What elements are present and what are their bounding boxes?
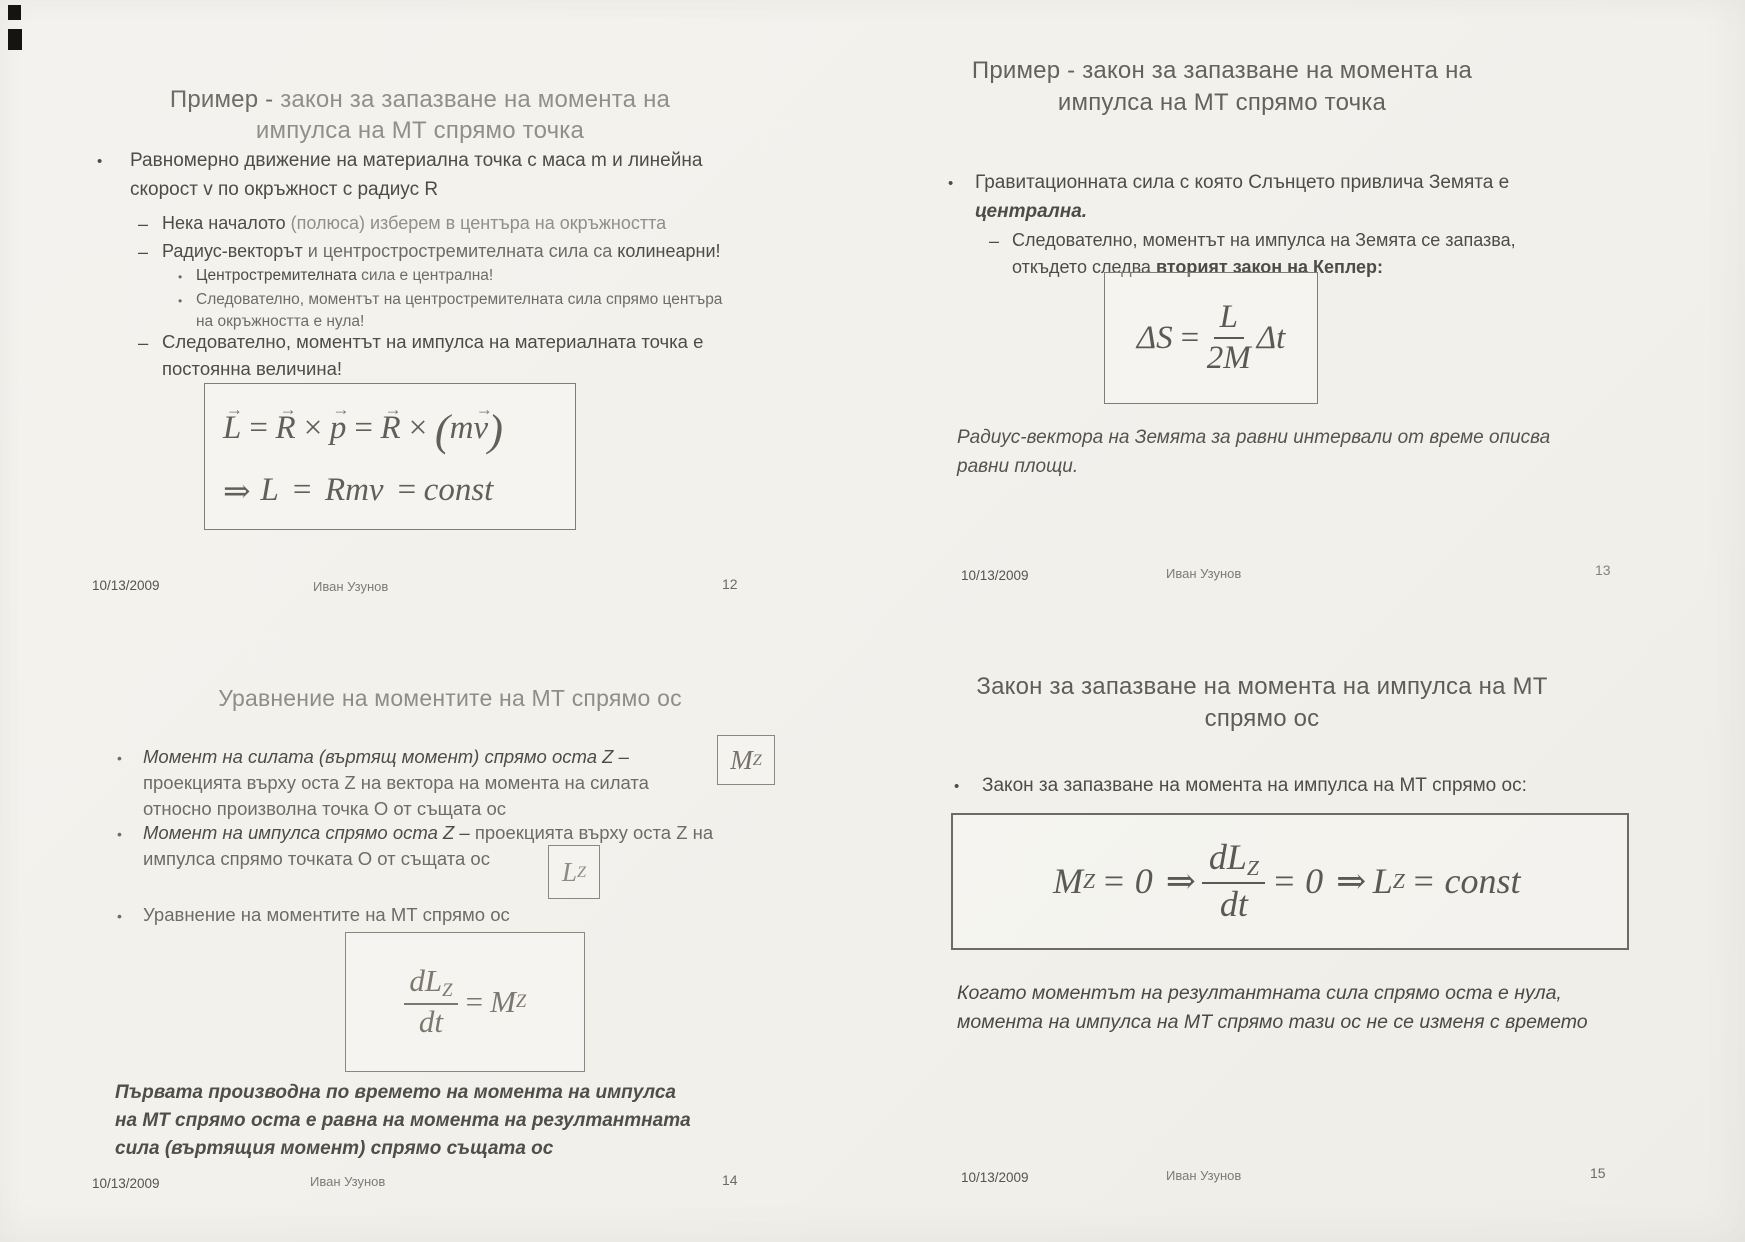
- formula-box-kepler: [1104, 272, 1318, 404]
- dash-marker: –: [989, 231, 1000, 251]
- note-text: Радиус-вектора на Земята за равни интервали от време описва равни площи.: [957, 427, 1551, 477]
- kepler-formula: ΔS = $\frac{L}{2M}$ Δt: [1136, 299, 1286, 376]
- bullet-item: • Момент на импулса спрямо оста Z – проекцията върху оста Z на импулса спрямо точката О от същата ос: [117, 822, 714, 869]
- bullet-item: – Следователно, моментът на импулса на Земята се запазва, откъдето следва вторият закон на Кеплер:: [989, 230, 1516, 277]
- footer-date: 10/13/2009: [961, 568, 1029, 583]
- slide-title: Пример - закон за запазване на момента на импулса на МТ спрямо точка: [971, 57, 1473, 116]
- moment-equation: $\frac{dL_Z}{dt}$ = M Z: [346, 965, 584, 1039]
- bullet-item: – Нека началото (полюса) изберем в центъра на окръжността: [162, 210, 742, 237]
- formula-line-1: L → = R → × p → = R → × ( m v → ): [223, 403, 557, 455]
- formula-box-moment-equation: [345, 932, 585, 1072]
- bullet-marker: •: [948, 175, 954, 192]
- bullet-marker: •: [178, 294, 183, 308]
- bullet-marker: •: [97, 153, 103, 170]
- note-text: Първата производна по времето на момента на импулса на МТ спрямо оста е равна на момента на резултантната сила (въртящия момент) спрямо същата ос: [115, 1082, 691, 1159]
- bullet-item: • Следователно, моментът на центростремителната сила спрямо центъра на окръжността е нула!: [178, 291, 723, 330]
- bullet-item: – Следователно, моментът на импулса на материалната точка е постоянна величина!: [138, 331, 704, 379]
- bullet-marker: •: [178, 270, 183, 284]
- dash-marker: –: [138, 214, 149, 234]
- mz-symbol-box: M Z: [717, 735, 775, 785]
- slide-title: Закон за запазване на момента на импулса на МТ спрямо ос: [976, 673, 1548, 732]
- dash-marker: –: [138, 332, 149, 353]
- slide-15: [872, 621, 1745, 1242]
- bullet-item: • Гравитационната сила с която Слънцето привлича Земята е централна.: [975, 168, 1523, 226]
- bullet-item: • Уравнение на моментите на МТ спрямо ос: [143, 902, 703, 928]
- bullet-item: – Радиус-векторът и центростростремителната сила са колинеарни!: [162, 238, 772, 265]
- footer-author: Иван Узунов: [310, 1174, 386, 1189]
- footer-date: 10/13/2009: [961, 1170, 1029, 1185]
- footer-author: Иван Узунов: [313, 579, 389, 594]
- slide-title: Уравнение на моментите на МТ спрямо ос: [218, 685, 682, 711]
- bullet-marker: •: [954, 778, 960, 795]
- bullet-item: • Центростремителната сила е централна!: [196, 265, 716, 287]
- footer-author: Иван Узунов: [1166, 566, 1242, 581]
- footer-date: 10/13/2009: [92, 578, 160, 593]
- page-number: 13: [1595, 562, 1611, 578]
- formula-box-conservation-law: [951, 813, 1629, 950]
- bullet-item: • Закон за запазване на момента на импулса на МТ спрямо ос:: [982, 772, 1582, 800]
- lz-symbol-box: L Z: [548, 845, 600, 899]
- bullet-marker: •: [117, 750, 122, 766]
- formula-box-angular-momentum: [204, 383, 576, 530]
- bullet-item: • Момент на силата (въртящ момент) спрямо оста Z – проекцията върху оста Z на вектора на момента на силата относно произволна точка О от същата ос: [117, 746, 649, 819]
- slide-14: [0, 621, 872, 1242]
- conservation-formula: M Z = 0 ⇒ $\frac{dL_Z}{dt}$ = 0 ⇒ L Z = const: [1053, 837, 1521, 925]
- bullet-marker: •: [117, 908, 122, 924]
- formula-line-2: ⇒ L = Rmv = const: [223, 472, 494, 510]
- bullet-item: • Равномерно движение на материална точка с маса m и линейна скорост v по окръжност с радиус R: [130, 146, 730, 204]
- bullet-marker: •: [117, 826, 122, 842]
- page-number: 14: [722, 1172, 738, 1188]
- note-text: Когато моментът на резултантната сила спрямо оста е нула, момента на импулса на МТ спрямо тази ос не се изменя с времето: [957, 982, 1588, 1033]
- page-number: 12: [722, 576, 738, 592]
- footer-date: 10/13/2009: [92, 1176, 160, 1191]
- dash-marker: –: [138, 242, 149, 262]
- page-number: 15: [1590, 1165, 1606, 1181]
- slide-12: [0, 0, 872, 621]
- footer-author: Иван Узунов: [1166, 1168, 1242, 1183]
- slide-title: Пример - закон за запазване на момента на импулса на МТ спрямо точка: [169, 86, 671, 144]
- slide-13: [872, 0, 1745, 621]
